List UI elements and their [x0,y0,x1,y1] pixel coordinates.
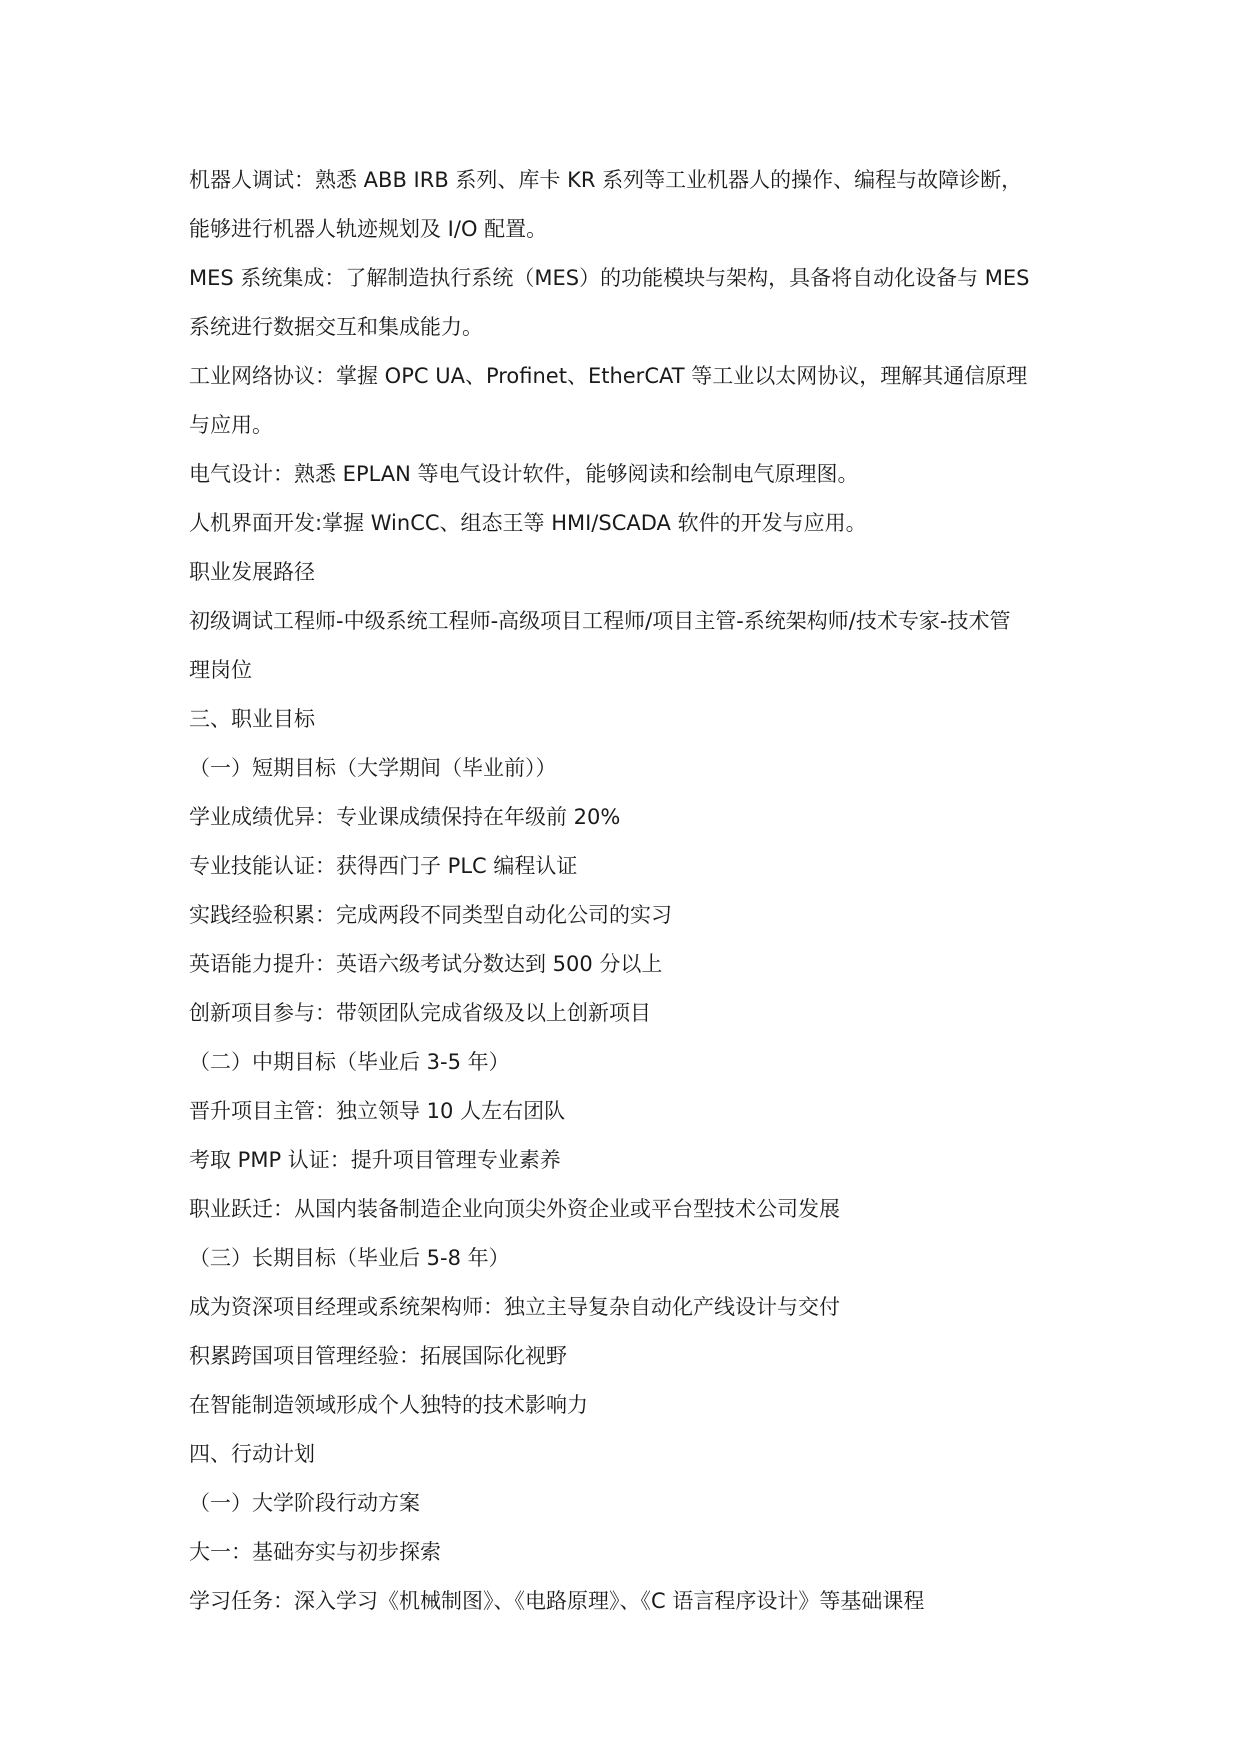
text-line-senior-pm: 成为资深项目经理或系统架构师：独立主导复杂自动化产线设计与交付 [189,1295,840,1319]
text-line-study-tasks: 学习任务：深入学习《机械制图》、《电路原理》、《C 语言程序设计》等基础课程 [189,1589,925,1613]
text-line-career-path: 初级调试工程师-中级系统工程师-高级项目工程师/项目主管-系统架构师/技术专家-技术管 [189,609,1011,633]
text-line-academic: 学业成绩优异：专业课成绩保持在年级前 20% [189,805,621,829]
text-line-electrical: 电气设计：熟悉 EPLAN 等电气设计软件，能够阅读和绘制电气原理图。 [189,462,859,486]
text-line-mes: MES 系统集成：了解制造执行系统（MES）的功能模块与架构，具备将自动化设备与 MES [189,266,1030,290]
text-line-freshman: 大一：基础夯实与初步探索 [189,1540,441,1564]
text-line-innovation: 创新项目参与：带领团队完成省级及以上创新项目 [189,1001,651,1025]
heading-career-path: 职业发展路径 [189,560,315,584]
text-line-network: 工业网络协议：掌握 OPC UA、Profinet、EtherCAT 等工业以太网协议，理解其通信原理 [189,364,1028,388]
text-line-mes-cont: 系统进行数据交互和集成能力。 [189,315,483,339]
text-line-network-cont: 与应用。 [189,413,273,437]
document-body [189,156,1069,1626]
text-line-career-path-cont: 理岗位 [189,658,252,682]
text-line-career-jump: 职业跃迁：从国内装备制造企业向顶尖外资企业或平台型技术公司发展 [189,1197,840,1221]
text-line-hmi: 人机界面开发:掌握 WinCC、组态王等 HMI/SCADA 软件的开发与应用。 [189,511,867,535]
text-line-influence: 在智能制造领域形成个人独特的技术影响力 [189,1393,588,1417]
text-line-international: 积累跨国项目管理经验：拓展国际化视野 [189,1344,567,1368]
heading-career-goals: 三、职业目标 [189,707,315,731]
subheading-short-term: （一）短期目标（大学期间（毕业前）） [189,756,557,780]
subheading-college-plan: （一）大学阶段行动方案 [189,1491,420,1515]
text-line-pmp: 考取 PMP 认证：提升项目管理专业素养 [189,1148,561,1172]
text-line-certification: 专业技能认证：获得西门子 PLC 编程认证 [189,854,578,878]
heading-action-plan: 四、行动计划 [189,1442,315,1466]
text-line-robot-debug: 机器人调试：熟悉 ABB IRB 系列、库卡 KR 系列等工业机器人的操作、编程与故障诊断， [189,168,1023,192]
subheading-mid-term: （二）中期目标（毕业后 3-5 年） [189,1050,510,1074]
text-line-supervisor: 晋升项目主管：独立领导 10 人左右团队 [189,1099,566,1123]
text-line-internship: 实践经验积累：完成两段不同类型自动化公司的实习 [189,903,672,927]
text-line-robot-debug-cont: 能够进行机器人轨迹规划及 I/O 配置。 [189,217,548,241]
subheading-long-term: （三）长期目标（毕业后 5-8 年） [189,1246,510,1270]
text-line-english: 英语能力提升：英语六级考试分数达到 500 分以上 [189,952,663,976]
